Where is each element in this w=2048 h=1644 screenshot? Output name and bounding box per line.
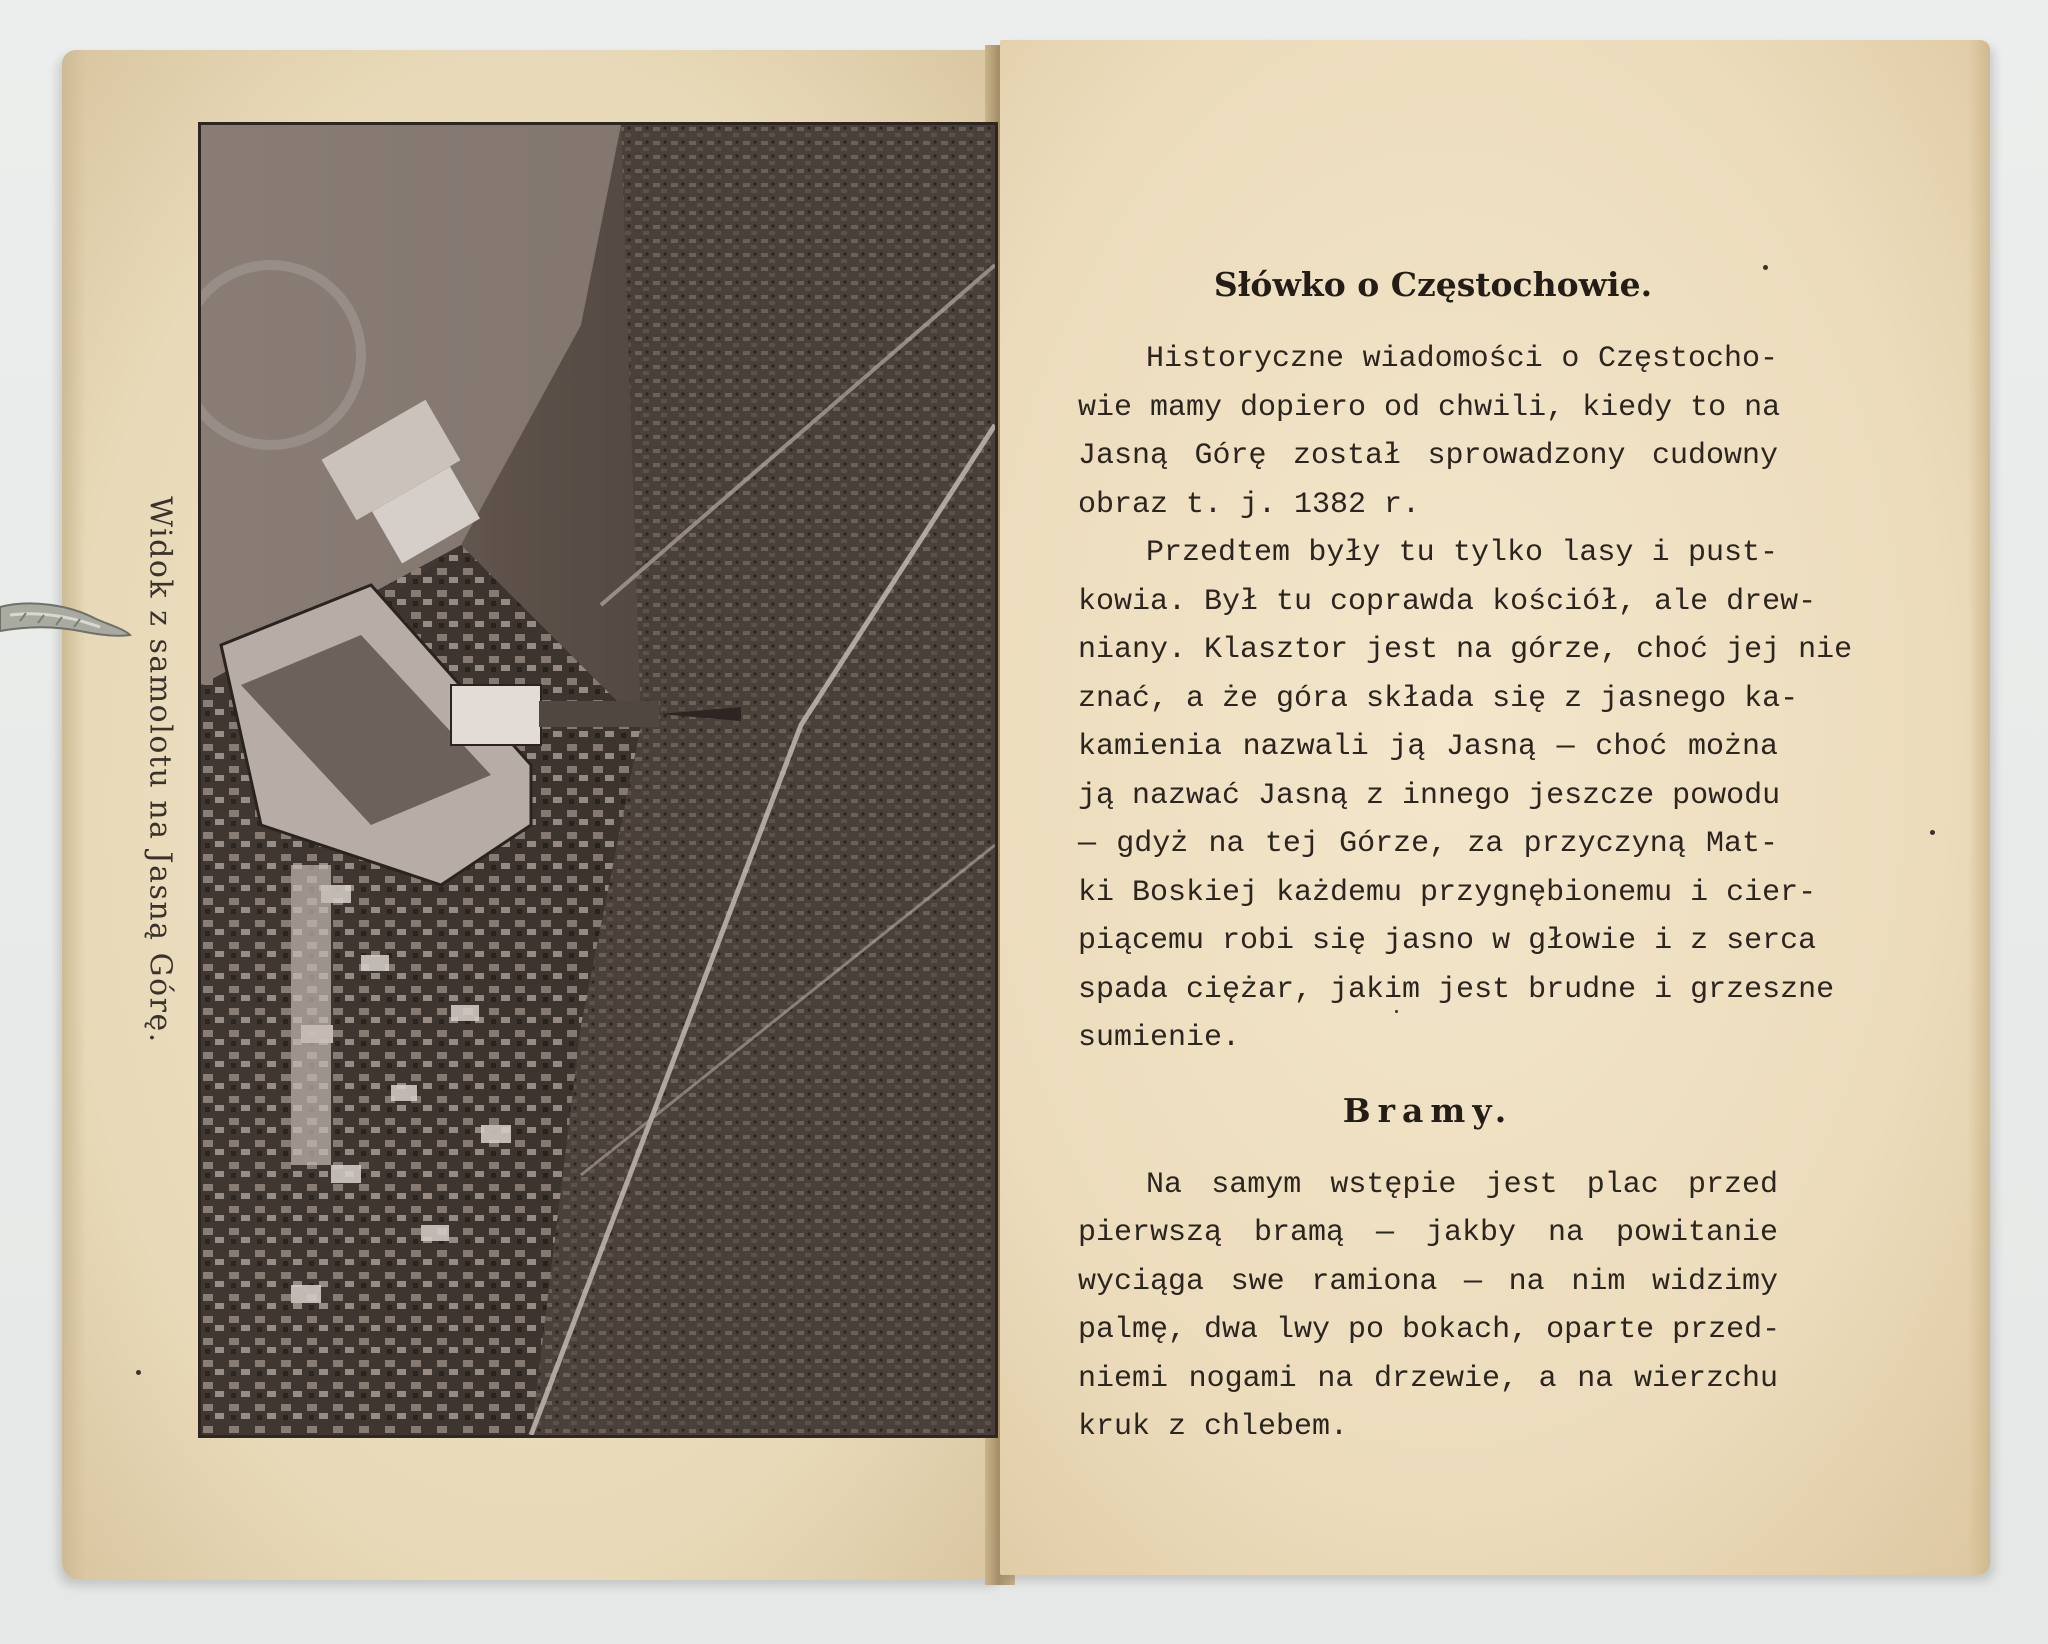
aerial-photo-image bbox=[201, 125, 995, 1435]
text-line: niemi nogami na drzewie, a na wierzchu bbox=[1078, 1361, 1778, 1396]
ink-speck bbox=[1395, 1010, 1398, 1013]
aerial-photo bbox=[198, 122, 998, 1438]
photo-caption: Widok z samolotu na Jasną Górę. bbox=[142, 496, 178, 1044]
ink-speck bbox=[1930, 830, 1935, 835]
text-line: piącemu robi się jasno w głowie i z serca bbox=[1078, 924, 1817, 958]
text-line: niany. Klasztor jest na górze, choć jej nie bbox=[1078, 633, 1853, 667]
text-line: wyciąga swe ramiona — na nim widzimy bbox=[1078, 1264, 1778, 1299]
bookmark-clip-icon bbox=[0, 585, 132, 645]
text-line: znać, a że góra składa się z jasnego ka- bbox=[1078, 681, 1799, 716]
text-line: Na samym wstępie jest plac przed bbox=[1146, 1167, 1778, 1202]
text-line: kruk z chlebem. bbox=[1078, 1410, 1349, 1444]
section-title-bramy: Bramy. bbox=[1342, 1090, 1514, 1130]
page-text bbox=[1078, 255, 1853, 1452]
text-line: ją nazwać Jasną z innego jeszcze powodu bbox=[1078, 778, 1781, 813]
text-line: ki Boskiej każdemu przygnębionemu i cier- bbox=[1078, 875, 1817, 910]
text-line: palmę, dwa lwy po bokach, oparte przed- bbox=[1078, 1313, 1781, 1347]
text-line: Przedtem były tu tylko lasy i pust- bbox=[1146, 536, 1778, 570]
text-line: Historyczne wiadomości o Częstocho- bbox=[1146, 342, 1778, 376]
text-line: — gdyż na tej Górze, za przyczyną Mat- bbox=[1078, 827, 1778, 861]
ink-speck bbox=[136, 1370, 141, 1375]
text-line: sumienie. bbox=[1078, 1021, 1241, 1055]
text-line: Jasną Górę został sprowadzony cudowny bbox=[1078, 439, 1778, 473]
text-line: obraz t. j. 1382 r. bbox=[1078, 487, 1421, 522]
text-line: pierwszą bramą — jakby na powitanie bbox=[1078, 1216, 1778, 1250]
text-line: kamienia nazwali ją Jasną — choć można bbox=[1078, 730, 1778, 764]
section-title-czestochowa: Słówko o Częstochowie. bbox=[1213, 265, 1653, 304]
ink-speck bbox=[1763, 265, 1768, 270]
text-line: spada ciężar, jakim jest brudne i grzeszne bbox=[1078, 972, 1835, 1007]
text-line: kowia. Był tu coprawda kościół, ale drew- bbox=[1078, 584, 1817, 619]
text-line: wie mamy dopiero od chwili, kiedy to na bbox=[1078, 390, 1781, 425]
